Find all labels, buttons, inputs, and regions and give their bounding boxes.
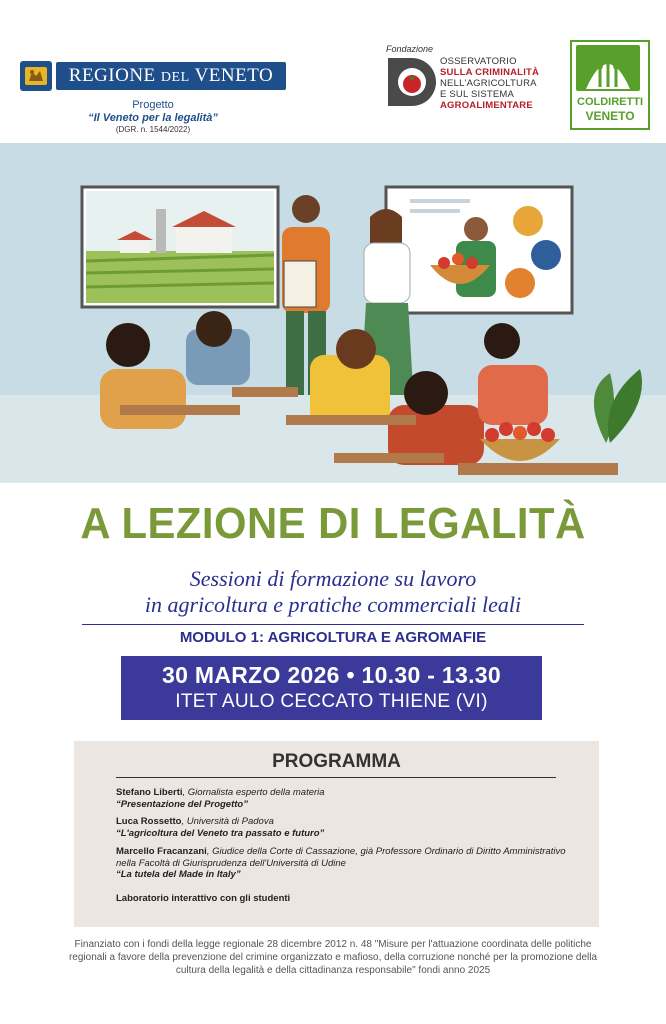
event-subtitle-line2: in agricoltura e pratiche commerciali leali bbox=[144, 592, 522, 617]
coldiretti-logo bbox=[570, 40, 650, 130]
funding-note: Finanziato con i fondi della legge regionale 28 dicembre 2012 n. 48 "Misure per l'attuazione coordinata delle politiche regionali a favore della prevenzione del crimine organizzato e mafioso, della corruzione nonché per la promozione della cultura della legalità e della cittadinanza responsabile" fondi anno 2025 bbox=[68, 939, 598, 976]
farm-board-image bbox=[82, 187, 278, 307]
event-date-time: 30 MARZO 2026 • 10.30 - 13.30 bbox=[162, 662, 501, 688]
module-label: MODULO 1: AGRICOLTURA E AGROMAFIE bbox=[179, 629, 487, 646]
programma-divider bbox=[116, 777, 556, 778]
osservatorio-text: OSSERVATORIO SULLA CRIMINALITÀ NELL'AGRICOLTURA E SUL SISTEMA AGROALIMENTARE bbox=[440, 56, 540, 111]
progetto-name: “Il Veneto per la legalità” bbox=[88, 112, 218, 124]
coldiretti-region: VENETO bbox=[585, 109, 635, 123]
programma-title: PROGRAMMA bbox=[272, 751, 401, 772]
divider bbox=[82, 624, 584, 625]
fondazione-label: Fondazione bbox=[386, 44, 434, 54]
programma-item-3: Marcello Fracanzani, Giudice della Corte di Cassazione, già Professore Ordinario di Diritto Amministrativo nella Facoltà di Giurisprudenza dell'Università di Udine “La tutela del Made in Italy” bbox=[116, 846, 566, 880]
programma-item-1: Stefano Liberti, Giornalista esperto della materia “Presentazione del Progetto” bbox=[116, 787, 325, 810]
legal-board-image bbox=[386, 187, 572, 313]
coldiretti-name: COLDIRETTI bbox=[577, 96, 643, 108]
programma-panel bbox=[74, 741, 599, 927]
programma-item-2: Luca Rossetto, Università di Padova “L'agricoltura del Veneto tra passato e futuro” bbox=[116, 816, 325, 839]
coldiretti-wheat-logo-icon bbox=[576, 45, 640, 91]
programma-item-4: Laboratorio interattivo con gli studenti bbox=[116, 893, 291, 904]
event-subtitle-line1: Sessioni di formazione su lavoro bbox=[189, 566, 477, 591]
progetto-label: Progetto bbox=[132, 99, 174, 111]
date-box bbox=[121, 656, 542, 720]
osservatorio-tomato-mark-icon bbox=[386, 56, 436, 108]
classroom-illustration bbox=[0, 143, 666, 483]
progetto-block bbox=[20, 99, 286, 134]
event-title: A LEZIONE DI LEGALITÀ bbox=[80, 499, 586, 548]
regione-veneto-band: REGIONE DEL VENETO bbox=[56, 62, 286, 90]
event-location: ITET AULO CECCATO THIENE (VI) bbox=[175, 691, 488, 712]
regione-veneto-lion-crest-icon bbox=[20, 61, 52, 91]
progetto-dgr: (DGR. n. 1544/2022) bbox=[115, 125, 191, 134]
regione-veneto-logo bbox=[20, 60, 286, 92]
